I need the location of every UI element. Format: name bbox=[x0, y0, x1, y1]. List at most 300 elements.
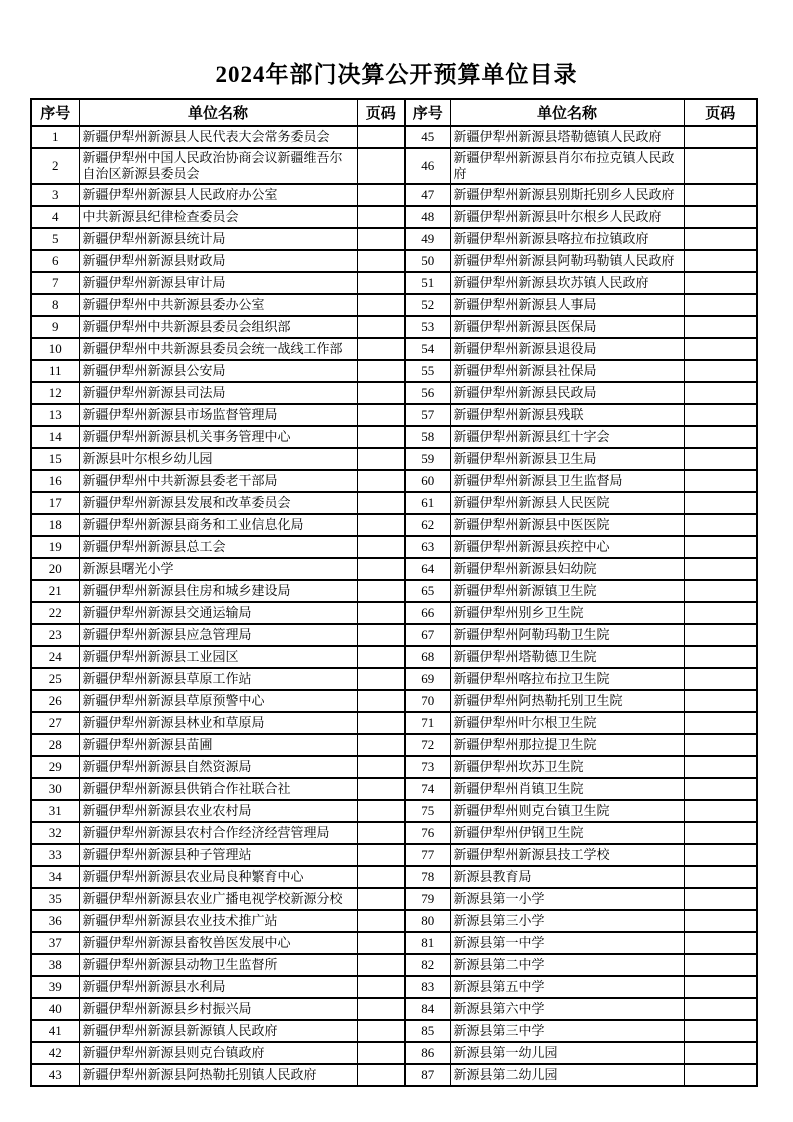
unit-name-cell: 新疆伊犁州新源县种子管理站 bbox=[79, 844, 357, 866]
unit-name-cell: 新疆伊犁州那拉提卫生院 bbox=[450, 734, 684, 756]
page-number-cell bbox=[357, 1020, 405, 1042]
page-number-cell bbox=[684, 228, 757, 250]
page-number-cell bbox=[357, 1064, 405, 1086]
unit-name-cell: 中共新源县纪律检查委员会 bbox=[79, 206, 357, 228]
table-row bbox=[31, 338, 757, 360]
unit-name-cell: 新源县第一小学 bbox=[450, 888, 684, 910]
table-row bbox=[31, 558, 757, 580]
page-number-cell bbox=[684, 404, 757, 426]
unit-name-cell: 新疆伊犁州新源县财政局 bbox=[79, 250, 357, 272]
page-number-cell bbox=[684, 272, 757, 294]
serial-number-cell: 80 bbox=[405, 910, 450, 932]
table-row bbox=[31, 184, 757, 206]
page-number-cell bbox=[684, 492, 757, 514]
unit-name-cell: 新疆伊犁州中共新源县委员会统一战线工作部 bbox=[79, 338, 357, 360]
unit-name-cell: 新源县第一中学 bbox=[450, 932, 684, 954]
table-row bbox=[31, 514, 757, 536]
page-number-cell bbox=[684, 646, 757, 668]
page-number-cell bbox=[357, 536, 405, 558]
serial-number-cell: 59 bbox=[405, 448, 450, 470]
page-number-cell bbox=[357, 910, 405, 932]
table-row bbox=[31, 668, 757, 690]
column-header-page-left: 页码 bbox=[357, 99, 405, 126]
page-number-cell bbox=[357, 624, 405, 646]
page-number-cell bbox=[684, 976, 757, 998]
page-number-cell bbox=[357, 954, 405, 976]
page-number-cell bbox=[684, 822, 757, 844]
serial-number-cell: 67 bbox=[405, 624, 450, 646]
page-number-cell bbox=[357, 294, 405, 316]
page-number-cell bbox=[357, 316, 405, 338]
table-row bbox=[31, 404, 757, 426]
column-header-serial-right: 序号 bbox=[405, 99, 450, 126]
page-number-cell bbox=[684, 1064, 757, 1086]
page-number-cell bbox=[684, 338, 757, 360]
page-number-cell bbox=[357, 734, 405, 756]
unit-name-cell: 新疆伊犁州新源县社保局 bbox=[450, 360, 684, 382]
table-row bbox=[31, 602, 757, 624]
serial-number-cell: 87 bbox=[405, 1064, 450, 1086]
unit-name-cell: 新源县第六中学 bbox=[450, 998, 684, 1020]
table-row bbox=[31, 294, 757, 316]
serial-number-cell: 51 bbox=[405, 272, 450, 294]
unit-name-cell: 新疆伊犁州伊钢卫生院 bbox=[450, 822, 684, 844]
unit-name-cell: 新疆伊犁州新源县草原预警中心 bbox=[79, 690, 357, 712]
serial-number-cell: 72 bbox=[405, 734, 450, 756]
unit-name-cell: 新疆伊犁州新源县阿勒玛勒镇人民政府 bbox=[450, 250, 684, 272]
table-row bbox=[31, 448, 757, 470]
serial-number-cell: 16 bbox=[31, 470, 79, 492]
serial-number-cell: 58 bbox=[405, 426, 450, 448]
serial-number-cell: 12 bbox=[31, 382, 79, 404]
unit-name-cell: 新疆伊犁州新源县人民政府办公室 bbox=[79, 184, 357, 206]
serial-number-cell: 10 bbox=[31, 338, 79, 360]
serial-number-cell: 20 bbox=[31, 558, 79, 580]
serial-number-cell: 46 bbox=[405, 148, 450, 184]
table-row bbox=[31, 646, 757, 668]
table-row bbox=[31, 536, 757, 558]
serial-number-cell: 78 bbox=[405, 866, 450, 888]
serial-number-cell: 36 bbox=[31, 910, 79, 932]
serial-number-cell: 30 bbox=[31, 778, 79, 800]
unit-name-cell: 新疆伊犁州新源县统计局 bbox=[79, 228, 357, 250]
table-row bbox=[31, 1042, 757, 1064]
serial-number-cell: 73 bbox=[405, 756, 450, 778]
serial-number-cell: 60 bbox=[405, 470, 450, 492]
table-row bbox=[31, 866, 757, 888]
serial-number-cell: 8 bbox=[31, 294, 79, 316]
unit-name-cell: 新疆伊犁州阿勒玛勒卫生院 bbox=[450, 624, 684, 646]
page-number-cell bbox=[684, 294, 757, 316]
table-row bbox=[31, 492, 757, 514]
unit-name-cell: 新疆伊犁州新源县红十字会 bbox=[450, 426, 684, 448]
serial-number-cell: 74 bbox=[405, 778, 450, 800]
serial-number-cell: 82 bbox=[405, 954, 450, 976]
serial-number-cell: 47 bbox=[405, 184, 450, 206]
serial-number-cell: 7 bbox=[31, 272, 79, 294]
unit-name-cell: 新疆伊犁州新源县农村合作经济经营管理局 bbox=[79, 822, 357, 844]
unit-name-cell: 新源县第三中学 bbox=[450, 1020, 684, 1042]
page-number-cell bbox=[684, 690, 757, 712]
page-number-cell bbox=[684, 888, 757, 910]
serial-number-cell: 39 bbox=[31, 976, 79, 998]
page-number-cell bbox=[357, 228, 405, 250]
unit-name-cell: 新疆伊犁州新源县审计局 bbox=[79, 272, 357, 294]
page-number-cell bbox=[357, 844, 405, 866]
serial-number-cell: 3 bbox=[31, 184, 79, 206]
unit-name-cell: 新疆伊犁州新源县塔勒德镇人民政府 bbox=[450, 126, 684, 148]
page-number-cell bbox=[684, 756, 757, 778]
serial-number-cell: 25 bbox=[31, 668, 79, 690]
unit-name-cell: 新疆伊犁州新源县商务和工业信息化局 bbox=[79, 514, 357, 536]
serial-number-cell: 52 bbox=[405, 294, 450, 316]
unit-name-cell: 新疆伊犁州新源县应急管理局 bbox=[79, 624, 357, 646]
page-number-cell bbox=[357, 888, 405, 910]
table-header-row bbox=[31, 99, 757, 126]
unit-name-cell: 新疆伊犁州新源县农业技术推广站 bbox=[79, 910, 357, 932]
serial-number-cell: 53 bbox=[405, 316, 450, 338]
page-number-cell bbox=[357, 184, 405, 206]
unit-name-cell: 新疆伊犁州新源县肖尔布拉克镇人民政府 bbox=[450, 148, 684, 184]
table-header bbox=[31, 99, 757, 126]
unit-name-cell: 新疆伊犁州新源县草原工作站 bbox=[79, 668, 357, 690]
table-row bbox=[31, 316, 757, 338]
serial-number-cell: 68 bbox=[405, 646, 450, 668]
table-row bbox=[31, 126, 757, 148]
table-row bbox=[31, 778, 757, 800]
unit-name-cell: 新疆伊犁州新源县则克台镇政府 bbox=[79, 1042, 357, 1064]
table-row bbox=[31, 976, 757, 998]
unit-name-cell: 新源县第二幼儿园 bbox=[450, 1064, 684, 1086]
serial-number-cell: 42 bbox=[31, 1042, 79, 1064]
page-number-cell bbox=[357, 382, 405, 404]
page-number-cell bbox=[357, 404, 405, 426]
serial-number-cell: 6 bbox=[31, 250, 79, 272]
table-row bbox=[31, 844, 757, 866]
page-number-cell bbox=[684, 558, 757, 580]
serial-number-cell: 2 bbox=[31, 148, 79, 184]
column-header-serial-left: 序号 bbox=[31, 99, 79, 126]
budget-units-table bbox=[30, 98, 758, 1087]
page-number-cell bbox=[684, 360, 757, 382]
page-number-cell bbox=[684, 932, 757, 954]
unit-name-cell: 新疆伊犁州新源县机关事务管理中心 bbox=[79, 426, 357, 448]
serial-number-cell: 54 bbox=[405, 338, 450, 360]
column-header-unit-left: 单位名称 bbox=[79, 99, 357, 126]
unit-name-cell: 新疆伊犁州新源县卫生局 bbox=[450, 448, 684, 470]
serial-number-cell: 32 bbox=[31, 822, 79, 844]
page-number-cell bbox=[357, 932, 405, 954]
serial-number-cell: 13 bbox=[31, 404, 79, 426]
serial-number-cell: 64 bbox=[405, 558, 450, 580]
table-row bbox=[31, 624, 757, 646]
unit-name-cell: 新疆伊犁州阿热勒托别卫生院 bbox=[450, 690, 684, 712]
page-title: 2024年部门决算公开预算单位目录 bbox=[215, 62, 578, 87]
page-number-cell bbox=[357, 668, 405, 690]
page-number-cell bbox=[684, 866, 757, 888]
column-header-unit-right: 单位名称 bbox=[450, 99, 684, 126]
page-number-cell bbox=[684, 316, 757, 338]
table-row bbox=[31, 822, 757, 844]
serial-number-cell: 35 bbox=[31, 888, 79, 910]
page-number-cell bbox=[684, 426, 757, 448]
unit-name-cell: 新疆伊犁州喀拉布拉卫生院 bbox=[450, 668, 684, 690]
unit-name-cell: 新疆伊犁州新源县农业广播电视学校新源分校 bbox=[79, 888, 357, 910]
serial-number-cell: 23 bbox=[31, 624, 79, 646]
serial-number-cell: 48 bbox=[405, 206, 450, 228]
page-number-cell bbox=[357, 514, 405, 536]
unit-name-cell: 新疆伊犁州中国人民政治协商会议新疆维吾尔自治区新源县委员会 bbox=[79, 148, 357, 184]
serial-number-cell: 86 bbox=[405, 1042, 450, 1064]
page-number-cell bbox=[357, 338, 405, 360]
page-number-cell bbox=[684, 624, 757, 646]
page-number-cell bbox=[684, 126, 757, 148]
unit-name-cell: 新疆伊犁州新源县畜牧兽医发展中心 bbox=[79, 932, 357, 954]
page-number-cell bbox=[357, 800, 405, 822]
table-row bbox=[31, 382, 757, 404]
serial-number-cell: 43 bbox=[31, 1064, 79, 1086]
table-row bbox=[31, 272, 757, 294]
serial-number-cell: 63 bbox=[405, 536, 450, 558]
unit-name-cell: 新疆伊犁州新源县坎苏镇人民政府 bbox=[450, 272, 684, 294]
serial-number-cell: 79 bbox=[405, 888, 450, 910]
page-number-cell bbox=[684, 206, 757, 228]
serial-number-cell: 5 bbox=[31, 228, 79, 250]
serial-number-cell: 28 bbox=[31, 734, 79, 756]
unit-name-cell: 新疆伊犁州中共新源县委老干部局 bbox=[79, 470, 357, 492]
table-row bbox=[31, 1020, 757, 1042]
page-number-cell bbox=[684, 910, 757, 932]
unit-name-cell: 新疆伊犁州新源县自然资源局 bbox=[79, 756, 357, 778]
table-row bbox=[31, 1064, 757, 1086]
unit-name-cell: 新疆伊犁州新源县人事局 bbox=[450, 294, 684, 316]
page-number-cell bbox=[357, 602, 405, 624]
unit-name-cell: 新疆伊犁州新源县中医医院 bbox=[450, 514, 684, 536]
page-number-cell bbox=[684, 668, 757, 690]
unit-name-cell: 新疆伊犁州新源县工业园区 bbox=[79, 646, 357, 668]
unit-name-cell: 新疆伊犁州新源县总工会 bbox=[79, 536, 357, 558]
unit-name-cell: 新疆伊犁州新源县技工学校 bbox=[450, 844, 684, 866]
table-row bbox=[31, 756, 757, 778]
unit-name-cell: 新疆伊犁州新源县人民代表大会常务委员会 bbox=[79, 126, 357, 148]
page-number-cell bbox=[684, 448, 757, 470]
serial-number-cell: 85 bbox=[405, 1020, 450, 1042]
unit-name-cell: 新疆伊犁州新源县公安局 bbox=[79, 360, 357, 382]
serial-number-cell: 41 bbox=[31, 1020, 79, 1042]
page-number-cell bbox=[357, 492, 405, 514]
unit-name-cell: 新疆伊犁州新源县阿热勒托别镇人民政府 bbox=[79, 1064, 357, 1086]
table-row bbox=[31, 360, 757, 382]
page-number-cell bbox=[357, 778, 405, 800]
unit-name-cell: 新疆伊犁州新源县供销合作社联合社 bbox=[79, 778, 357, 800]
page-number-cell bbox=[684, 470, 757, 492]
unit-name-cell: 新疆伊犁州新源县喀拉布拉镇政府 bbox=[450, 228, 684, 250]
unit-name-cell: 新源县第一幼儿园 bbox=[450, 1042, 684, 1064]
unit-name-cell: 新疆伊犁州中共新源县委员会组织部 bbox=[79, 316, 357, 338]
unit-name-cell: 新疆伊犁州新源县市场监督管理局 bbox=[79, 404, 357, 426]
serial-number-cell: 33 bbox=[31, 844, 79, 866]
unit-name-cell: 新疆伊犁州新源县住房和城乡建设局 bbox=[79, 580, 357, 602]
page-number-cell bbox=[357, 426, 405, 448]
serial-number-cell: 14 bbox=[31, 426, 79, 448]
serial-number-cell: 21 bbox=[31, 580, 79, 602]
page-number-cell bbox=[357, 272, 405, 294]
serial-number-cell: 4 bbox=[31, 206, 79, 228]
unit-name-cell: 新疆伊犁州新源县农业农村局 bbox=[79, 800, 357, 822]
serial-number-cell: 1 bbox=[31, 126, 79, 148]
serial-number-cell: 81 bbox=[405, 932, 450, 954]
serial-number-cell: 77 bbox=[405, 844, 450, 866]
page-number-cell bbox=[357, 712, 405, 734]
serial-number-cell: 29 bbox=[31, 756, 79, 778]
table-row bbox=[31, 910, 757, 932]
serial-number-cell: 75 bbox=[405, 800, 450, 822]
page-number-cell bbox=[684, 712, 757, 734]
page-number-cell bbox=[357, 126, 405, 148]
page-number-cell bbox=[357, 822, 405, 844]
serial-number-cell: 11 bbox=[31, 360, 79, 382]
page-number-cell bbox=[357, 470, 405, 492]
serial-number-cell: 70 bbox=[405, 690, 450, 712]
serial-number-cell: 22 bbox=[31, 602, 79, 624]
unit-name-cell: 新疆伊犁州新源县别斯托别乡人民政府 bbox=[450, 184, 684, 206]
page-number-cell bbox=[357, 866, 405, 888]
serial-number-cell: 65 bbox=[405, 580, 450, 602]
page-number-cell bbox=[357, 690, 405, 712]
serial-number-cell: 27 bbox=[31, 712, 79, 734]
unit-name-cell: 新源县第二中学 bbox=[450, 954, 684, 976]
table-row bbox=[31, 800, 757, 822]
unit-name-cell: 新疆伊犁州新源县乡村振兴局 bbox=[79, 998, 357, 1020]
unit-name-cell: 新源县叶尔根乡幼儿园 bbox=[79, 448, 357, 470]
table-body bbox=[31, 126, 757, 1086]
table-row bbox=[31, 206, 757, 228]
page-number-cell bbox=[684, 184, 757, 206]
unit-name-cell: 新疆伊犁州新源县医保局 bbox=[450, 316, 684, 338]
unit-name-cell: 新疆伊犁州新源县水利局 bbox=[79, 976, 357, 998]
serial-number-cell: 55 bbox=[405, 360, 450, 382]
page-number-cell bbox=[684, 954, 757, 976]
serial-number-cell: 76 bbox=[405, 822, 450, 844]
serial-number-cell: 37 bbox=[31, 932, 79, 954]
unit-name-cell: 新源县曙光小学 bbox=[79, 558, 357, 580]
unit-name-cell: 新疆伊犁州新源县民政局 bbox=[450, 382, 684, 404]
unit-name-cell: 新疆伊犁州新源县退役局 bbox=[450, 338, 684, 360]
table-row bbox=[31, 690, 757, 712]
table-row bbox=[31, 470, 757, 492]
serial-number-cell: 15 bbox=[31, 448, 79, 470]
page-number-cell bbox=[684, 250, 757, 272]
table-row bbox=[31, 932, 757, 954]
page-number-cell bbox=[357, 250, 405, 272]
unit-name-cell: 新疆伊犁州中共新源县委办公室 bbox=[79, 294, 357, 316]
column-header-page-right: 页码 bbox=[684, 99, 757, 126]
unit-name-cell: 新疆伊犁州新源县人民医院 bbox=[450, 492, 684, 514]
page-number-cell bbox=[357, 1042, 405, 1064]
unit-name-cell: 新疆伊犁州肖镇卫生院 bbox=[450, 778, 684, 800]
table-row bbox=[31, 228, 757, 250]
serial-number-cell: 38 bbox=[31, 954, 79, 976]
unit-name-cell: 新疆伊犁州新源县农业局良种繁育中心 bbox=[79, 866, 357, 888]
serial-number-cell: 84 bbox=[405, 998, 450, 1020]
unit-name-cell: 新疆伊犁州新源县发展和改革委员会 bbox=[79, 492, 357, 514]
unit-name-cell: 新疆伊犁州新源县卫生监督局 bbox=[450, 470, 684, 492]
page-number-cell bbox=[684, 998, 757, 1020]
page-number-cell bbox=[357, 976, 405, 998]
page-number-cell bbox=[684, 1042, 757, 1064]
unit-name-cell: 新疆伊犁州新源县叶尔根乡人民政府 bbox=[450, 206, 684, 228]
page-number-cell bbox=[684, 536, 757, 558]
unit-name-cell: 新疆伊犁州新源县残联 bbox=[450, 404, 684, 426]
serial-number-cell: 57 bbox=[405, 404, 450, 426]
serial-number-cell: 9 bbox=[31, 316, 79, 338]
table-row bbox=[31, 426, 757, 448]
unit-name-cell: 新疆伊犁州新源县苗圃 bbox=[79, 734, 357, 756]
page-number-cell bbox=[357, 148, 405, 184]
serial-number-cell: 66 bbox=[405, 602, 450, 624]
unit-name-cell: 新疆伊犁州新源县林业和草原局 bbox=[79, 712, 357, 734]
serial-number-cell: 83 bbox=[405, 976, 450, 998]
page-number-cell bbox=[357, 756, 405, 778]
page-number-cell bbox=[684, 800, 757, 822]
serial-number-cell: 17 bbox=[31, 492, 79, 514]
page-number-cell bbox=[684, 1020, 757, 1042]
unit-name-cell: 新疆伊犁州别乡卫生院 bbox=[450, 602, 684, 624]
page-number-cell bbox=[684, 844, 757, 866]
table-row bbox=[31, 888, 757, 910]
page-number-cell bbox=[357, 998, 405, 1020]
serial-number-cell: 50 bbox=[405, 250, 450, 272]
unit-name-cell: 新疆伊犁州新源县动物卫生监督所 bbox=[79, 954, 357, 976]
unit-name-cell: 新疆伊犁州新源县司法局 bbox=[79, 382, 357, 404]
page-number-cell bbox=[684, 148, 757, 184]
serial-number-cell: 71 bbox=[405, 712, 450, 734]
unit-name-cell: 新疆伊犁州新源县新源镇人民政府 bbox=[79, 1020, 357, 1042]
page-number-cell bbox=[357, 448, 405, 470]
serial-number-cell: 49 bbox=[405, 228, 450, 250]
page-number-cell bbox=[357, 580, 405, 602]
table-row bbox=[31, 712, 757, 734]
serial-number-cell: 31 bbox=[31, 800, 79, 822]
page-number-cell bbox=[357, 206, 405, 228]
unit-name-cell: 新疆伊犁州则克台镇卫生院 bbox=[450, 800, 684, 822]
page-number-cell bbox=[684, 514, 757, 536]
table-row bbox=[31, 148, 757, 184]
serial-number-cell: 56 bbox=[405, 382, 450, 404]
page-number-cell bbox=[684, 734, 757, 756]
page-number-cell bbox=[684, 602, 757, 624]
unit-name-cell: 新源县第五中学 bbox=[450, 976, 684, 998]
table-row bbox=[31, 734, 757, 756]
serial-number-cell: 26 bbox=[31, 690, 79, 712]
unit-name-cell: 新源县教育局 bbox=[450, 866, 684, 888]
unit-name-cell: 新疆伊犁州叶尔根卫生院 bbox=[450, 712, 684, 734]
unit-name-cell: 新疆伊犁州新源县疾控中心 bbox=[450, 536, 684, 558]
unit-name-cell: 新疆伊犁州塔勒德卫生院 bbox=[450, 646, 684, 668]
page-number-cell bbox=[684, 580, 757, 602]
serial-number-cell: 34 bbox=[31, 866, 79, 888]
page-number-cell bbox=[357, 360, 405, 382]
table-row bbox=[31, 250, 757, 272]
serial-number-cell: 61 bbox=[405, 492, 450, 514]
page-number-cell bbox=[684, 382, 757, 404]
unit-name-cell: 新疆伊犁州新源镇卫生院 bbox=[450, 580, 684, 602]
table-row bbox=[31, 998, 757, 1020]
page-number-cell bbox=[357, 646, 405, 668]
serial-number-cell: 24 bbox=[31, 646, 79, 668]
table-row bbox=[31, 954, 757, 976]
page-number-cell bbox=[357, 558, 405, 580]
